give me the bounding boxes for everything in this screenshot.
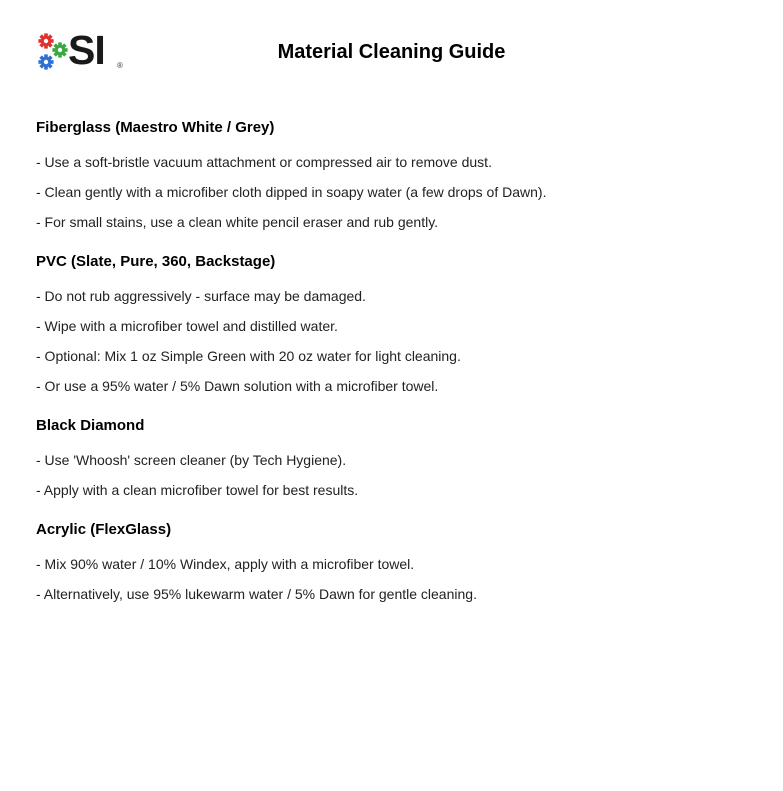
section-heading: Black Diamond xyxy=(36,417,145,434)
list-item: - Use 'Whoosh' screen cleaner (by Tech Hygiene). xyxy=(36,452,347,468)
list-item: - Alternatively, use 95% lukewarm water / 5% Dawn for gentle cleaning. xyxy=(36,586,477,602)
guide-content xyxy=(36,118,756,624)
section-black-diamond xyxy=(36,416,756,500)
section-pvc xyxy=(36,252,756,396)
section-acrylic xyxy=(36,520,756,604)
list-item: - Wipe with a microfiber towel and distilled water. xyxy=(36,318,338,334)
list-item: - Mix 90% water / 10% Windex, apply with a microfiber towel. xyxy=(36,556,415,572)
list-item: - For small stains, use a clean white pencil eraser and rub gently. xyxy=(36,214,439,230)
registered-mark: ® xyxy=(117,61,123,70)
section-heading: Fiberglass (Maestro White / Grey) xyxy=(36,119,275,136)
logo-wordmark: SI xyxy=(68,27,105,73)
list-item: - Optional: Mix 1 oz Simple Green with 20 oz water for light cleaning. xyxy=(36,348,461,364)
list-item: - Do not rub aggressively - surface may be damaged. xyxy=(36,288,366,304)
section-heading: Acrylic (FlexGlass) xyxy=(36,521,172,538)
list-item: - Apply with a clean microfiber towel for best results. xyxy=(36,482,359,498)
list-item: - Or use a 95% water / 5% Dawn solution with a microfiber towel. xyxy=(36,378,439,394)
section-fiberglass xyxy=(36,118,756,232)
list-item: - Clean gently with a microfiber cloth dipped in soapy water (a few drops of Dawn). xyxy=(36,184,547,200)
list-item: - Use a soft-bristle vacuum attachment or compressed air to remove dust. xyxy=(36,154,492,170)
section-heading: PVC (Slate, Pure, 360, Backstage) xyxy=(36,253,276,270)
page-title: Material Cleaning Guide xyxy=(277,41,506,63)
